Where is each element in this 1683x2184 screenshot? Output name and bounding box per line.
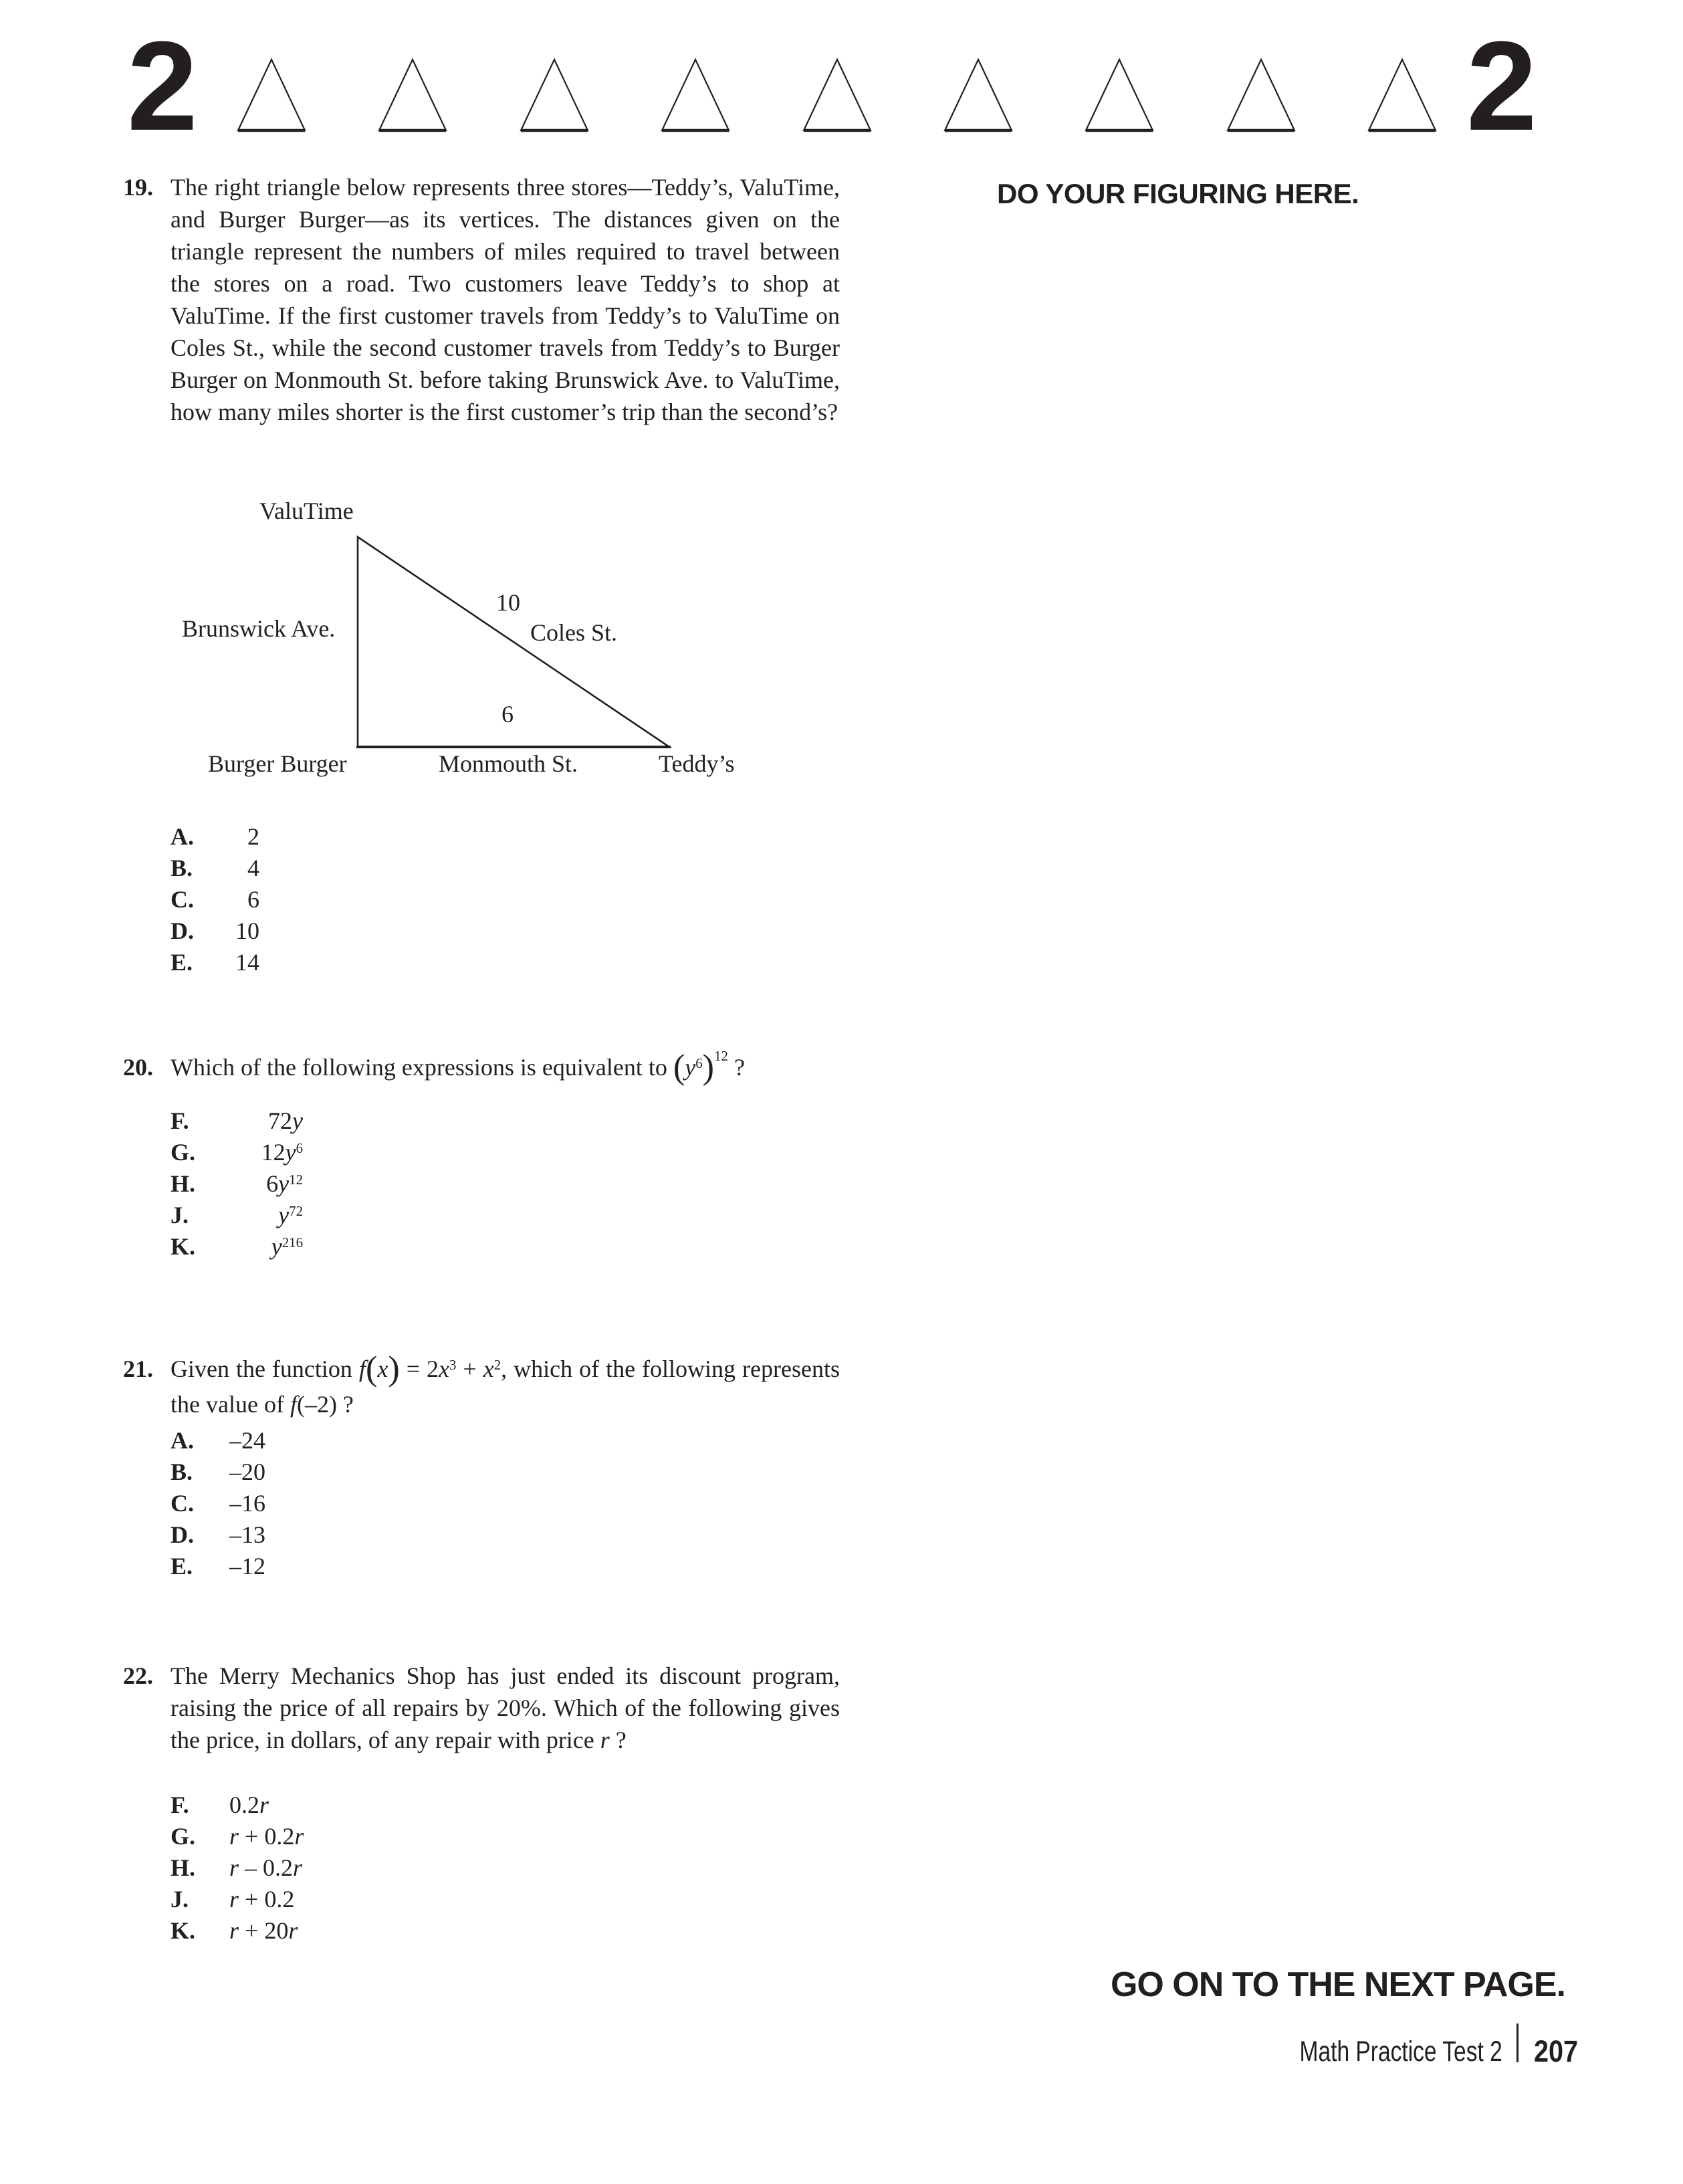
question-text [171,1349,840,1420]
choice-value [229,884,259,915]
header-triangle-row [236,58,1438,132]
diagram-label-brunswick-ave: Brunswick Ave. [182,615,336,642]
choice-row [171,821,259,853]
choice-letter: B. [171,1458,193,1485]
text-segment: r [229,1917,239,1944]
text-segment: + 20 [239,1917,289,1944]
diagram-label-burger-burger: Burger Burger [208,750,347,777]
choice-row [171,1425,265,1456]
choice-value [229,1168,303,1200]
text-segment: 6 [695,1055,703,1071]
text-segment: ) [702,1047,715,1087]
choice-row [171,1884,304,1915]
choice-row [171,1200,303,1231]
choice-letter: E. [171,1553,193,1579]
choice-value [229,1137,303,1168]
choice-letter: K. [171,1233,196,1260]
text-segment: 14 [235,949,259,976]
triangle-icon [236,58,307,132]
triangle-icon [1367,58,1438,132]
text-segment: 2 [493,1356,501,1373]
choice-letter: C. [171,886,194,913]
choice-value [229,1821,304,1852]
question-text [171,171,840,428]
question-number: 22. [123,1662,153,1689]
section-number-left: 2 [127,15,195,157]
triangle-icon [802,58,873,132]
text-segment: r [288,1917,298,1944]
choice-value [229,853,259,884]
text-segment: 3 [449,1356,457,1373]
question-number: 21. [123,1355,153,1382]
choice-letter: H. [171,1170,196,1197]
choice-value [229,915,259,947]
question-text [171,1660,840,1756]
question-21 [123,1349,840,1420]
choice-value [229,1231,303,1263]
text-segment: Given the function [171,1355,359,1382]
choice-letter: E. [171,949,193,976]
question-text [171,1047,840,1087]
choices-22 [171,1789,304,1947]
triangle-icon [519,58,590,132]
choice-value [229,947,259,978]
text-segment: 12 [289,1171,303,1188]
text-segment: y [685,1054,696,1081]
triangle-icon [943,58,1014,132]
text-segment: 12 [714,1048,728,1065]
text-segment: y [271,1233,282,1260]
choice-value [229,1519,265,1551]
choice-letter: D. [171,1521,194,1548]
question-number: 19. [123,174,153,201]
choice-row [171,853,259,884]
text-segment: The right triangle below represents three stores—Teddy’s, ValuTime, and Burger Burger—as its vertices. The distances given on the triangle represent the numbers of miles required to travel between the stores on a road. Two customers leave Teddy’s to shop at ValuTime. If the first customer travels from Teddy’s to ValuTime on Coles St., while the second customer travels from Teddy’s to Burger Burger on Monmouth St. before taking Brunswick Ave. to ValuTime, how many miles shorter is the first customer’s trip than the second’s? [171,174,840,425]
diagram-label-length-10: 10 [496,589,520,616]
choice-letter: C. [171,1490,194,1517]
figuring-note: DO YOUR FIGURING HERE. [997,178,1359,209]
choice-letter: G. [171,1823,196,1850]
choice-value [229,1789,269,1821]
text-segment: (–2) ? [296,1391,354,1418]
diagram-label-monmouth-st: Monmouth St. [439,750,578,777]
question-number: 20. [123,1054,153,1081]
choice-row [171,1456,265,1488]
triangle-icon [1084,58,1155,132]
choice-row [171,1231,303,1263]
text-segment: 12 [261,1139,286,1166]
choice-value [229,1488,265,1519]
choice-value [229,1105,303,1137]
footer-test-title: Math Practice Test 2 [1299,2036,1502,2068]
text-segment: = 2 [399,1355,439,1382]
diagram-label-length-6: 6 [501,701,514,728]
footer-page-number: 207 [1534,2034,1579,2068]
choice-row [171,1519,265,1551]
right-triangle-shape [358,537,669,747]
choice-letter: A. [171,1427,194,1454]
text-segment: x [483,1355,494,1382]
text-segment: r [229,1823,239,1850]
choice-letter: F. [171,1107,189,1134]
text-segment: ? [727,1054,745,1081]
triangle-icon [1226,58,1297,132]
choice-row [171,915,259,947]
text-segment: 72 [289,1202,303,1219]
text-segment: 2 [247,823,259,850]
choice-row [171,1789,304,1821]
triangle-icon [377,58,448,132]
text-segment: r [293,1854,303,1881]
text-segment: –12 [229,1553,265,1579]
choice-row [171,884,259,915]
text-segment: 6 [266,1170,279,1197]
diagram-label-valutime: ValuTime [259,498,354,524]
choice-letter: J. [171,1886,189,1913]
text-segment: ( [365,1349,378,1388]
text-segment: –13 [229,1521,265,1548]
footer-divider [1517,2024,1519,2062]
choice-row [171,1551,265,1582]
text-segment: r [294,1823,304,1850]
choice-letter: A. [171,823,194,850]
text-segment: , which of the following represents the value of [171,1355,840,1418]
choice-value [229,821,259,853]
choice-row [171,1137,303,1168]
text-segment: y [278,1170,290,1197]
choice-value [229,1551,265,1582]
text-segment: y [285,1139,296,1166]
question-20 [123,1047,840,1087]
choices-20 [171,1105,303,1263]
choice-row [171,1852,304,1884]
text-segment: 216 [282,1234,303,1250]
text-segment: –24 [229,1427,265,1454]
choice-value [229,1425,265,1456]
text-segment: ) [388,1349,400,1388]
text-segment: f [358,1355,366,1382]
text-segment: ( [673,1047,685,1087]
text-segment: –16 [229,1490,265,1517]
question-22 [123,1660,840,1756]
text-segment: x [439,1355,449,1382]
choice-letter: K. [171,1917,196,1944]
triangle-diagram [174,498,776,792]
choice-letter: D. [171,917,194,944]
choice-row [171,1821,304,1852]
choice-letter: B. [171,855,193,881]
text-segment: 6 [247,886,259,913]
section-number-right: 2 [1466,15,1535,157]
choices-19 [171,821,259,978]
choice-letter: F. [171,1791,189,1818]
go-on-instruction: GO ON TO THE NEXT PAGE. [1110,1965,1565,2004]
diagram-label-teddys: Teddy’s [659,750,735,777]
text-segment: 10 [235,917,259,944]
text-segment: r [600,1727,610,1753]
choice-letter: J. [171,1202,189,1228]
choice-row [171,947,259,978]
choice-row [171,1105,303,1137]
text-segment: x [377,1355,388,1382]
text-segment: + [456,1355,483,1382]
choices-21 [171,1425,265,1582]
text-segment: 72 [268,1107,293,1134]
text-segment: – 0.2 [239,1854,294,1881]
text-segment: Which of the following expressions is equivalent to [171,1054,673,1081]
text-segment: y [292,1107,303,1134]
choice-row [171,1488,265,1519]
text-segment: + 0.2 [239,1886,295,1913]
choice-value [229,1915,298,1947]
text-segment: r [259,1791,269,1818]
question-19 [123,171,840,428]
text-segment: y [278,1202,290,1228]
text-segment: The Merry Mechanics Shop has just ended its discount program, raising the price of all repairs by 20%. Which of the following gives the price, in dollars, of any repair with price [171,1662,840,1753]
choice-value [229,1852,302,1884]
text-segment: + 0.2 [239,1823,295,1850]
text-segment: f [290,1391,297,1418]
choice-row [171,1915,304,1947]
choice-row [171,1168,303,1200]
text-segment: 0.2 [229,1791,259,1818]
triangle-icon [660,58,731,132]
text-segment: r [229,1854,239,1881]
choice-value [229,1200,303,1231]
text-segment: r [229,1886,239,1913]
text-segment: ? [609,1727,627,1753]
choice-value [229,1456,265,1488]
text-segment: 4 [247,855,259,881]
choice-letter: G. [171,1139,196,1166]
choice-value [229,1884,294,1915]
text-segment: 6 [296,1139,303,1156]
diagram-label-coles-st: Coles St. [530,619,618,646]
choice-letter: H. [171,1854,196,1881]
text-segment: –20 [229,1458,265,1485]
